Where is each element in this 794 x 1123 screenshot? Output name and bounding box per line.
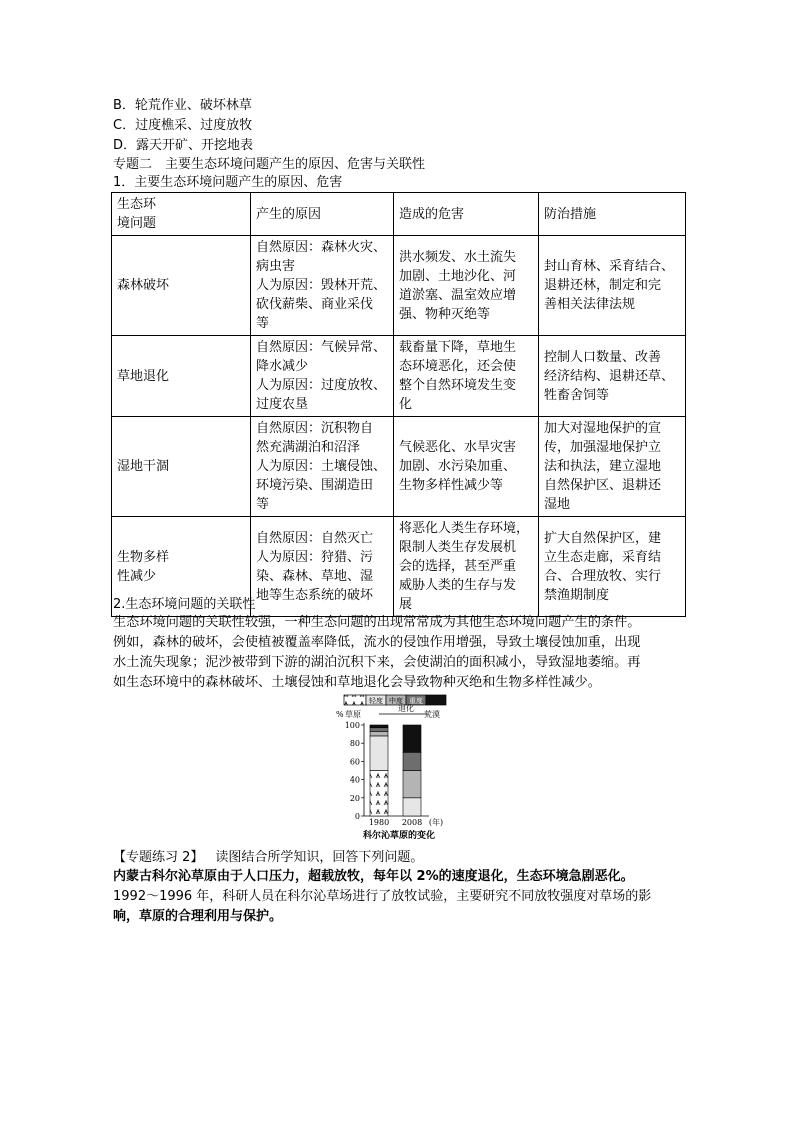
cell-cause-line: 地等生态系统的破坏 [256,587,374,603]
cell-problem-line: 生物多样 [117,549,170,565]
cell-harm [394,336,539,417]
cell-harm-line: 会的选择，甚至严重 [399,559,517,574]
cell-measures-line: 扩大自然保护区，建 [544,530,662,546]
cell-cause-line: 人为原因：过度放牧、 [256,378,387,393]
header-cause-line: 产生的原因 [256,206,322,222]
cell-measures [539,517,686,617]
cell-harm-line: 载畜量下降，草地生 [399,340,517,355]
legend-label-2: 重度 [409,697,423,705]
cell-cause-line: 自然原因：森林火灾、 [256,240,387,255]
cell-measures-line: 加大对湿地保护的宣 [544,421,662,436]
legend-group-label: 退化 [398,704,414,713]
y-tick-label: 20 [349,793,360,803]
bar-segment-2008-2 [403,771,421,798]
cell-cause-line: 人为原因：狩猎、污 [256,549,374,565]
legend-swatch-grass [344,695,366,705]
cell-cause-line: 然充满湖泊和沼泽 [256,440,361,455]
cell-cause-line: 等 [256,316,270,331]
exercise-prompt: 读图结合所学知识，回答下列问题。 [215,850,424,865]
header-harm [394,193,539,236]
y-tick-label: 40 [349,775,360,785]
cell-harm-line: 整个自然环境发生变 [399,378,517,393]
cell-measures-line: 自然保护区、退耕还 [544,478,662,493]
header-problem [112,193,251,236]
x-tick-label: 1980 [368,818,390,827]
cell-measures-line: 法和执法，建立湿地 [544,459,662,474]
cell-problem-line: 森林破坏 [117,278,170,293]
y-tick-label: 0 [354,812,360,821]
x-unit-label: (年) [428,818,444,827]
legend-grass-label: 草原 [345,710,361,719]
cell-measures-line: 禁渔期制度 [544,587,610,603]
cell-measures-line: 立生态走廊，采育结 [544,549,662,565]
cell-cause-line: 降水减少 [256,359,309,374]
table-row [112,417,686,517]
cell-measures-line: 经济结构、退耕还草、 [544,368,675,384]
option-c: C．过度樵采、过度放牧 [113,118,253,133]
cell-harm-line: 气候恶化、水旱灾害 [399,440,517,455]
bar-segment-1980-1 [370,736,388,771]
cell-cause [251,517,394,617]
bar-segment-1980-0 [370,771,388,817]
cell-cause [251,236,394,336]
cell-measures-line: 退耕还林，制定和完 [544,278,662,293]
bar-segment-2008-1 [403,798,421,816]
legend-label-0: 轻度 [369,697,383,705]
exercise-heading [113,849,423,867]
header-problem-line: 境问题 [117,216,157,231]
cell-measures-line: 善相关法律法规 [544,297,636,312]
subsection-2-title: 2.生态环境问题的关联性 [113,597,256,612]
cell-problem [112,336,251,417]
causes-harms-table [111,192,686,617]
cell-harm-line: 态环境恶化，还会使 [399,359,517,374]
cell-harm-line: 威胁人类的生存与发 [399,578,517,593]
chart-title: 科尔沁草原的变化 [362,831,436,841]
cell-problem-line: 草地退化 [117,368,170,384]
cell-harm-line: 强、物种灭绝等 [399,306,491,322]
option-d: D．露天开矿、开挖地表 [113,138,254,153]
cell-harm-line: 展 [399,597,413,612]
cell-cause-line: 染、森林、草地、湿 [256,568,374,584]
cell-harm [394,417,539,517]
cell-problem-line: 性减少 [117,568,157,584]
cell-harm [394,236,539,336]
legend-desert-label: 荒漠 [424,710,440,719]
relation-paragraph [113,613,641,693]
bar-segment-2008-4 [403,725,421,752]
option-b: B．轮荒作业、破坏林草 [113,98,252,113]
cell-cause-line: 人为原因：土壤侵蚀、 [256,459,387,474]
cell-harm-line: 道淤塞、温室效应增 [399,287,517,303]
cell-problem [112,236,251,336]
cell-cause-line: 环境污染、围湖造田 [256,478,374,493]
cell-measures [539,417,686,517]
header-measures [539,193,686,236]
cell-cause-line: 自然原因：自然灭亡 [256,530,374,546]
exercise-line-3: 响，草原的合理利用与保护。 [113,909,283,924]
grassland-change-chart [334,690,464,850]
paragraph-line: 如生态环境中的森林破坏、土壤侵蚀和草地退化会导致物种灭绝和生物多样性减少。 [113,675,601,690]
table-body [112,236,686,617]
cell-harm-line: 将恶化人类生存环境， [399,521,530,536]
cell-harm-line: 限制人类生存发展机 [399,540,517,555]
y-tick-label: 80 [349,739,360,749]
cell-harm-line: 化 [399,397,413,412]
cell-measures [539,336,686,417]
cell-cause-line: 过度农垦 [256,397,309,412]
cell-harm-line: 生物多样性减少等 [399,478,504,493]
cell-measures-line: 传，加强湿地保护立 [544,440,662,455]
cell-cause [251,336,394,417]
cell-measures-line: 控制人口数量、改善 [544,349,662,365]
header-cause [251,193,394,236]
bar-segment-1980-2 [370,731,388,736]
exercise-line-2: 1992～1996 年，科研人员在科尔沁草场进行了放牧试验，主要研究不同放牧强度对草场的影 [113,889,652,904]
header-problem-line: 生态环 [117,197,157,212]
exercise-label: 【专题练习 2】 [113,850,204,865]
paragraph-line: 生态环境问题的关联性较强，一种生态问题的出现常常成为其他生态环境问题产生的条件。 [113,615,641,630]
y-unit-label: % [336,710,344,719]
bar-segment-2008-3 [403,752,421,770]
legend-swatch-desert [426,695,446,705]
cell-cause [251,417,394,517]
cell-measures-line: 牲畜舍饲等 [544,387,610,403]
cell-measures-line: 合、合理放牧、实行 [544,568,662,584]
cell-measures [539,236,686,336]
cell-cause-line: 砍伐薪柴、商业采伐 [256,297,374,312]
y-tick-label: 60 [349,757,360,767]
cell-harm-line: 洪水频发、水土流失 [399,249,517,265]
cell-harm-line: 加剧、土地沙化、河 [399,268,517,284]
cell-harm [394,517,539,617]
cell-cause-line: 等 [256,497,270,512]
x-tick-label: 2008 [401,818,423,827]
cell-harm-line: 加剧、水污染加重、 [399,459,517,474]
y-tick-label: 100 [344,721,360,730]
paragraph-line: 例如，森林的破坏，会使植被覆盖率降低，流水的侵蚀作用增强，导致土壤侵蚀加重，出现 [113,635,641,650]
table-header-row [112,193,686,236]
cell-cause-line: 人为原因：毁林开荒、 [256,278,387,293]
header-measures-line: 防治措施 [544,206,597,222]
cell-measures-line: 湿地 [544,497,571,512]
exercise-line-1: 内蒙古科尔沁草原由于人口压力，超载放牧，每年以 2%的速度退化，生态环境急剧恶化。 [113,869,634,884]
cell-problem [112,417,251,517]
section-title: 专题二 主要生态环境问题产生的原因、危害与关联性 [113,157,426,172]
cell-problem-line: 湿地干涸 [117,459,170,474]
bar-segment-1980-4 [370,725,388,728]
cell-cause-line: 病虫害 [256,259,296,274]
paragraph-line: 水土流失现象；泥沙被带到下游的湖泊沉积下来，会使湖泊的面积减小，导致湿地萎缩。再 [113,655,641,670]
cell-cause-line: 自然原因：气候异常、 [256,340,387,355]
table-row [112,336,686,417]
subsection-title: 1．主要生态环境问题产生的原因、危害 [113,175,343,190]
table-row [112,236,686,336]
legend-label-1: 中度 [389,697,403,705]
cell-cause-line: 自然原因：沉积物自 [256,421,374,436]
cell-measures-line: 封山育林、采育结合、 [544,259,675,274]
header-harm-line: 造成的危害 [399,206,465,222]
bar-segment-1980-3 [370,728,388,732]
